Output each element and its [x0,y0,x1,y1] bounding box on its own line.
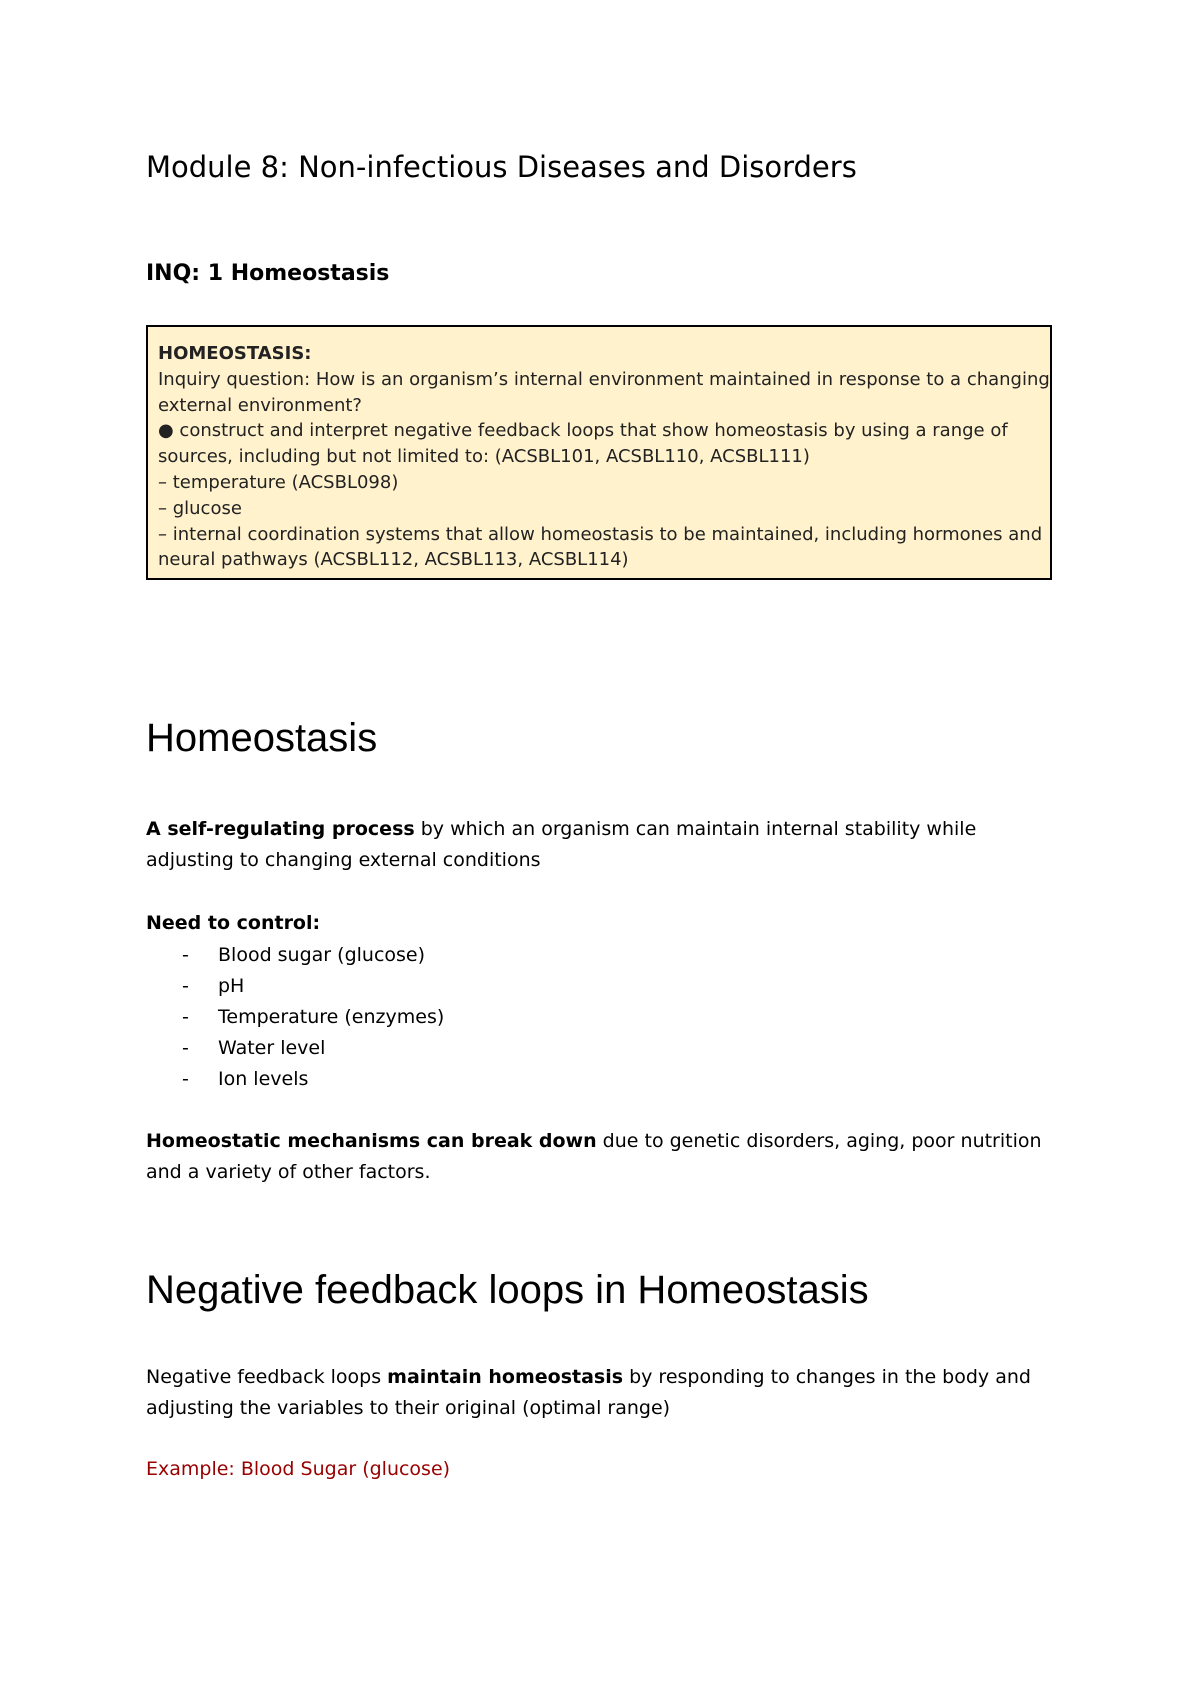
negative-feedback-description: Negative feedback loops maintain homeostasis by responding to changes in the body and adjusting the variables to their original (optimal range) [146,1366,1031,1419]
callout-line: – temperature (ACSBL098) [158,471,399,493]
syllabus-callout-box [146,325,1052,580]
callout-line: sources, including but not limited to: (ACSBL101, ACSBL110, ACSBL111) [158,446,810,468]
list-dash: - [182,975,189,997]
control-list [146,940,444,1095]
callout-line: neural pathways (ACSBL112, ACSBL113, ACSBL114) [158,549,629,571]
definition-text: by which an organism can maintain internal stability while adjusting to changing external conditions [146,818,977,871]
example-heading: Example: Blood Sugar (glucose) [146,1458,451,1480]
callout-line: ● construct and interpret negative feedback loops that show homeostasis by using a range of [158,420,1008,442]
callout-line: external environment? [158,394,362,416]
callout-line: – glucose [158,497,242,519]
negative-feedback-heading: Negative feedback loops in Homeostasis [146,1268,869,1312]
need-to-control-label: Need to control: [146,912,321,934]
list-dash: - [182,1037,189,1059]
list-dash: - [182,1068,189,1090]
callout-line: Inquiry question: How is an organism’s internal environment maintained in response to a changing [158,368,1050,390]
module-title: Module 8: Non-infectious Diseases and Disorders [146,150,857,184]
inquiry-heading: INQ: 1 Homeostasis [146,261,390,286]
homeostasis-heading: Homeostasis [146,716,378,760]
list-item: - Temperature (enzymes) [146,1002,444,1033]
list-dash: - [182,1006,189,1028]
definition-term: A self-regulating process [146,818,415,840]
breakdown-paragraph [146,1126,1046,1188]
breakdown-text: due to genetic disorders, aging, poor nutrition and a variety of other factors. [146,1130,1042,1183]
list-dash: - [182,944,189,966]
list-item: - pH [146,971,444,1002]
feedback-emphasis: maintain homeostasis [387,1366,624,1388]
list-item: - Blood sugar (glucose) [146,940,444,971]
list-item: - Ion levels [146,1064,444,1095]
callout-line: – internal coordination systems that allow homeostasis to be maintained, including hormones and [158,523,1043,545]
list-item: - Water level [146,1033,444,1064]
homeostasis-definition [146,814,1046,876]
breakdown-emphasis: Homeostatic mechanisms can break down [146,1130,597,1152]
callout-label: HOMEOSTASIS: [158,343,312,364]
